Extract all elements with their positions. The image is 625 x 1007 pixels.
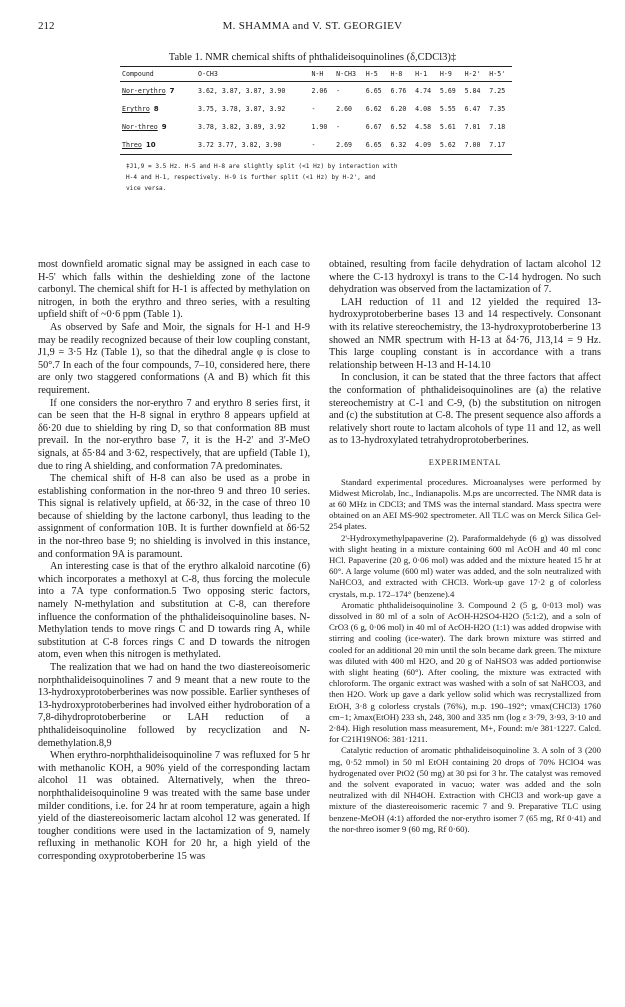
nch3-cell: - <box>336 87 341 95</box>
right-column <box>329 259 601 835</box>
h9-cell: 5.62 <box>438 136 463 155</box>
nh-cell: - <box>309 136 334 155</box>
h2p-cell: 7.01 <box>464 123 481 131</box>
paragraph: In conclusion, it can be stated that the three factors that affect the conformation of phthalideisoquinolines are (a) the relative stereochemistry at C-1 and C-9, (b) the substitution on nitrogen and (c) the substitution at C-8. The present sequence also affords a relatively short route to lactam alcohols of type 11 and 12, as well as to 13-hydroxylated tetrahydroprotoberberines. <box>329 372 601 447</box>
paragraph: most downfield aromatic signal may be assigned in each case to H-5' which falls within the deshielding zone of the lactone carbonyl. The chemical shift for H-1 is affected by methylation on nitrogen, in both the erythro and threo series, with a resulting upfield shift of ~0·6 ppm (Table 1). <box>38 259 310 321</box>
h9-cell: 5.69 <box>439 87 456 95</box>
h8-cell: 6.20 <box>390 105 407 113</box>
experimental-paragraph: Aromatic phthalideisoquinoline 3. Compound 2 (5 g, 0·013 mol) was dissolved in 80 ml of a soln of AcOH-H2SO4-H2O (5:1:2), and a soln of CrO3 (6 g, 0·06 mol) in 40 ml of AcOH-H2O (1:1) was added dropwise with stirring and cooling (ice-water). The dark brown mixture was stirred and cooled for an additional 20 min until the soln became dark green. The mixture was diluted with 400 ml H2O, and 20 g of NaHSO3 was added portionwise with slight heating (60°). After cooling, the mixture was extracted with chloroform. The organic extract was washed with a soln of sat NaHCO3, and then H2O. Work up gave a dark yellow solid which was recrystallized from EtOH, 3·8 g colorless crystals (76%), m.p. 190–192°; νmax(CHCl3) 1760 cm−1; λmax(EtOH) 233 sh, 248, 300 and 335 nm (log ε 3·79, 3·93, 3·10 and 2·84). High resolution mass measurement, M+, Found: m/e 381·1227. Calcd. for C21H19NO6: 381·1211. <box>329 599 601 745</box>
compound-name: Threo <box>122 141 142 149</box>
h1-cell: 4.09 <box>413 136 438 155</box>
compound-cell <box>120 118 196 136</box>
column-header: H-2' <box>463 67 488 82</box>
h5-cell: 6.65 <box>365 87 382 95</box>
footnote-line: ‡J1,9 = 3.5 Hz. H-5 and H-8 are slightly split (<1 Hz) by interaction with <box>126 163 398 170</box>
compound-number: 10 <box>145 141 156 149</box>
column-header: H-9 <box>438 67 463 82</box>
experimental-paragraph: Catalytic reduction of aromatic phthalideisoquinoline 3. A soln of 3 (200 mg, 0·52 mmol) in 50 ml EtOH containing 20 drops of 70% HClO4 was hydrogenated over PtO2 (50 mg) at 30 psi for 3 hr. The catalyst was removed and the solvent evaporated in vacuo; water was added and the soln neutralized with dil NH4OH. Extraction with CHCl3 and work-up gave a mixture of the diastereoisomeric racemic 7 and 9. Preparative TLC using benzene-MeOH (4:1) afforded the nor-erythro isomer 7 (65 mg, Rf 0·41) and the nor-threo isomer 9 (60 mg, Rf 0·60). <box>329 745 601 834</box>
column-header: H-5' <box>487 67 512 82</box>
compound-name: Erythro <box>122 105 150 113</box>
ocH3-cell: 3.78, 3.82, 3.89, 3.92 <box>198 123 286 131</box>
h5p-cell: 7.18 <box>489 123 506 131</box>
experimental-paragraph: 2'-Hydroxymethylpapaverine (2). Paraformaldehyde (6 g) was dissolved with slight heating in a mixture containing 600 ml AcOH and 40 ml conc HCl. Papaverine (20 g, 0·06 mol) was added and the mixture heated 15 hr at 60°. A large volume (600 ml) water was added, and the soln neutralized with NaHCO3, and extracted with CHCl3. Work-up gave 17·2 g of colorless crystals, m.p. 172–174° (benzene).4 <box>329 532 601 599</box>
paragraph: obtained, resulting from facile dehydration of lactam alcohol 12 where the C-13 hydroxyl is trans to the C-14 hydrogen. No such dehydration was observed from the lactamization of 7. <box>329 259 601 296</box>
page-number: 212 <box>38 20 55 32</box>
h8-cell: 6.76 <box>390 87 407 95</box>
h2p-cell: 5.84 <box>464 87 481 95</box>
paragraph: As observed by Safe and Moir, the signals for H-1 and H-9 may be readily recognized because of their low coupling constant, J1,9 = 3·5 Hz (Table 1), so that the dihedral angle φ is close to 50°.7 In each of the four compounds, 7–10, considered here, there are only two staggered conformations (A and B) which fit this requirement. <box>38 321 310 396</box>
paragraph: The realization that we had on hand the two diastereoisomeric norphthalideisoquinolines 7 and 9 meant that a new route to the 13-hydroxyprotoberberines was now possible. Earlier syntheses of 13-hydroxyprotoberberines had involved either hydroboration of a 7,8-dihydroprotoberberine or LAH reduction of a phthalideisoquinoline followed by recyclization and N-demethylation.8,9 <box>38 662 310 749</box>
h2p-cell: 7.00 <box>463 136 488 155</box>
paragraph: LAH reduction of 11 and 12 yielded the required 13-hydroxyprotoberberine bases 13 and 14 respectively. Consonant with its relative stereochemistry, the 13-hydroxyprotoberberine 13 showed an NMR spectrum with H-13 at δ4·76, J13,14 = 9 Hz. This large coupling constant is in accordance with a trans relationship between H-13 and H-14.10 <box>329 296 601 371</box>
compound-cell <box>120 82 196 101</box>
ocH3-cell: 3.72 3.77, 3.82, 3.90 <box>196 136 309 155</box>
nh-cell: 1.90 <box>311 123 328 131</box>
paragraph: An interesting case is that of the erythro alkaloid narcotine (6) which incorporates a methoxyl at C-8, thus forcing the molecule into a 7A type conformation.5 Two opposing steric factors, namely N-methylation and substitution at C-8, can therefore influence the conformation of the phthalideisoquinoline bases. N-Methylation tends to move rings C and D towards ring A, while substitution at C-8 forces rings C and D towards the nitrogen atom, even when this nitrogen is methylated. <box>38 561 310 661</box>
table-row <box>120 82 512 101</box>
page-header <box>38 20 587 36</box>
footnote-line: vice versa. <box>126 185 167 192</box>
compound-cell <box>120 100 196 118</box>
column-header: H-1 <box>413 67 438 82</box>
h5-cell: 6.62 <box>365 105 382 113</box>
table-footnote <box>120 161 512 194</box>
compound-number: 8 <box>153 105 159 113</box>
column-header: O-CH3 <box>196 67 309 82</box>
table-row <box>120 118 512 136</box>
compound-cell <box>120 136 196 155</box>
column-header: H-5 <box>364 67 389 82</box>
left-column <box>38 259 310 864</box>
section-heading: EXPERIMENTAL <box>428 457 502 467</box>
compound-number: 9 <box>161 123 167 131</box>
paragraph: The chemical shift of H-8 can also be used as a probe in establishing conformation in the nor-threo 9 and threo 10 series. This signal is relatively upfield, at δ6·32, in the case of threo 10 because of shielding by the lactone carbonyl, thus leading to the assignment of conformation 10B. It is further downfield at δ6·52 in the nor-threo base 9; no shielding is involved in this instance, and conformation 9A is paramount. <box>38 473 310 560</box>
running-head: M. SHAMMA and V. ST. GEORGIEV <box>222 20 403 32</box>
nch3-cell: 2.69 <box>334 136 364 155</box>
ocH3-cell: 3.75, 3.78, 3.87, 3.92 <box>198 105 286 113</box>
h5-cell: 6.67 <box>365 123 382 131</box>
column-header: N-CH3 <box>334 67 364 82</box>
column-header: H-8 <box>388 67 413 82</box>
h1-cell: 4.08 <box>415 105 432 113</box>
h5-cell: 6.65 <box>364 136 389 155</box>
compound-name: Nor-erythro <box>122 87 166 95</box>
h8-cell: 6.32 <box>388 136 413 155</box>
nh-cell: - <box>311 105 316 113</box>
h1-cell: 4.74 <box>415 87 432 95</box>
h8-cell: 6.52 <box>390 123 407 131</box>
paragraph: If one considers the nor-erythro 7 and erythro 8 series first, it can be seen that the H-8 signal in erythro 8 appears upfield at δ6·20 due to shielding by ring D, so that conformation 8B must prevail. In the nor-erythro base 7, it is the H-2' and 3'-MeO signals, at δ5·84 and 3·62, respectively, that are upfield (Table 1), due to ring A shielding, and conformation 7A predominates. <box>38 397 310 472</box>
compound-number: 7 <box>169 87 175 95</box>
h5p-cell: 7.35 <box>489 105 506 113</box>
table-row <box>120 100 512 118</box>
h5p-cell: 7.17 <box>487 136 512 155</box>
table-caption: Table 1. NMR chemical shifts of phthalideisoquinolines (δ,CDCl3)‡ <box>168 52 457 63</box>
experimental-paragraph: Standard experimental procedures. Microanalyses were performed by Midwest Microlab, Inc., Indianapolis. M.ps are uncorrected. The NMR data is at 60 MHz in CDCl3; and TMS was the internal standard. Mass spectra were obtained on an AEI MS-902 spectrometer. All TLC was on Merck Silica Gel-254 plates. <box>329 476 601 532</box>
ocH3-cell: 3.62, 3.87, 3.87, 3.90 <box>198 87 286 95</box>
column-header: N-H <box>309 67 334 82</box>
h9-cell: 5.61 <box>439 123 456 131</box>
h1-cell: 4.58 <box>415 123 432 131</box>
h2p-cell: 6.47 <box>464 105 481 113</box>
h5p-cell: 7.25 <box>489 87 506 95</box>
paragraph: When erythro-norphthalideisoquinoline 7 was refluxed for 5 hr with methanolic KOH, a 90% yield of the corresponding lactam alcohol 11 was obtained. Alternatively, when the threo-norphthalideisoquinoline 9 was treated with the same base under milder conditions, i.e. for 24 hr at room temperature, again a high yield of the diastereoisomeric lactam alcohol 12 was generated. If tougher conditions were used in the lactamization of 9, namely refluxing in methanolic KOH for 20 hr, a high yield of the corresponding oxyprotoberberine 15 was <box>38 750 310 862</box>
nmr-table <box>120 66 512 194</box>
h9-cell: 5.55 <box>439 105 456 113</box>
column-header: Compound <box>120 67 196 82</box>
table-row <box>120 136 512 155</box>
nch3-cell: - <box>336 123 341 131</box>
nh-cell: 2.06 <box>311 87 328 95</box>
table-header-row <box>120 67 512 82</box>
compound-name: Nor-threo <box>122 123 158 131</box>
nch3-cell: 2.60 <box>336 105 353 113</box>
footnote-line: H-4 and H-1, respectively. H-9 is further split (<1 Hz) by H-2', and <box>126 174 376 181</box>
